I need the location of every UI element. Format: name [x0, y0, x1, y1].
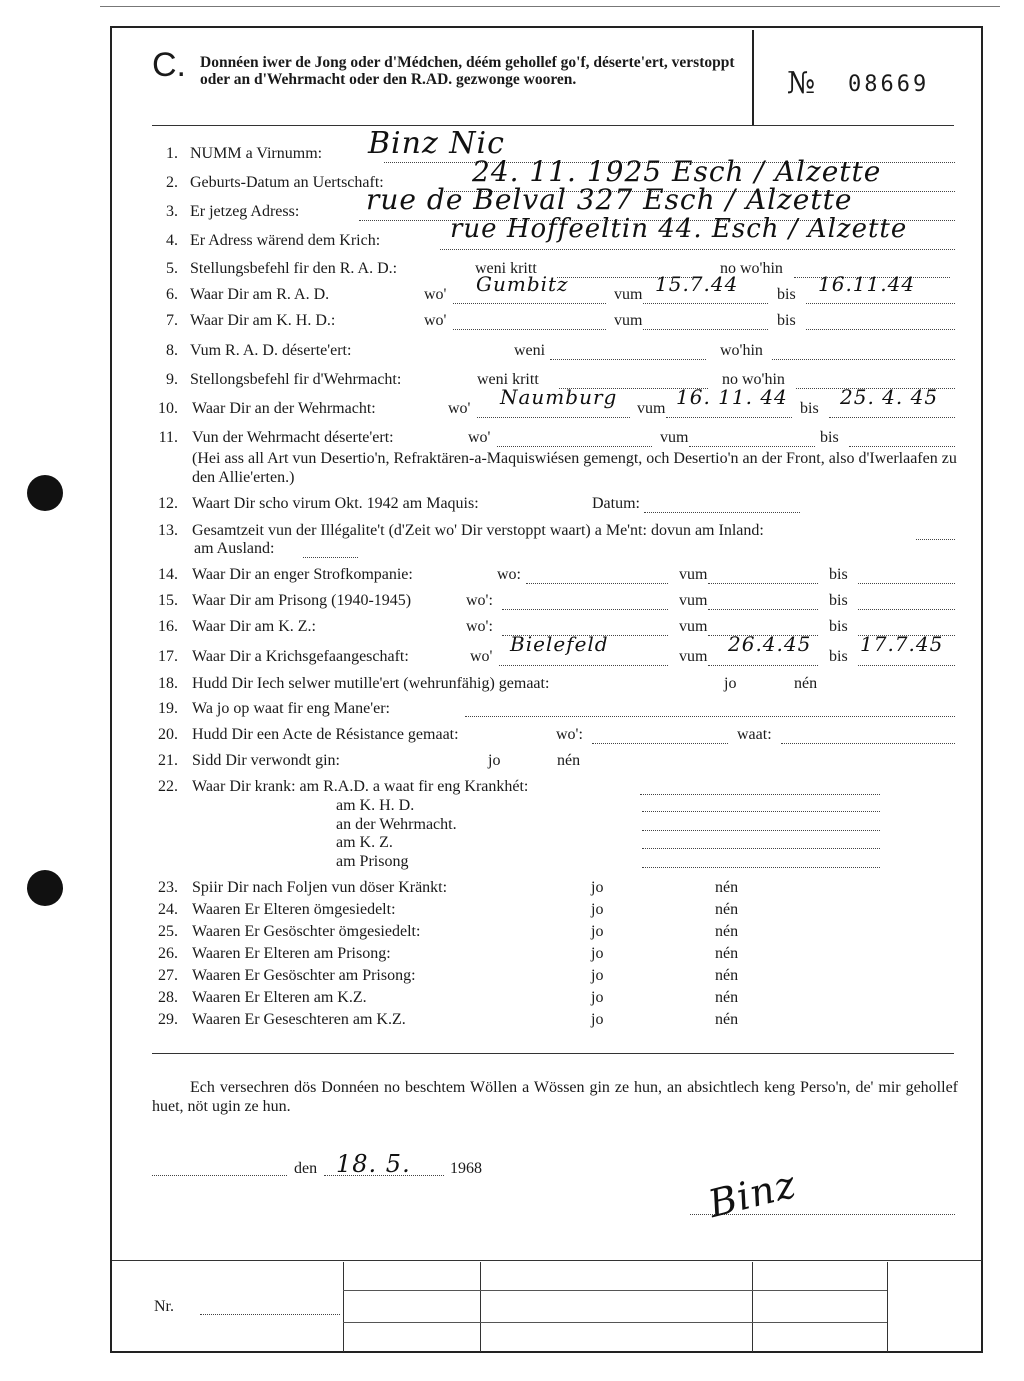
answer-line[interactable]: [453, 329, 606, 330]
field-label: jo: [591, 989, 604, 1006]
item-label: Hudd Dir een Acte de Résistance gemaat:: [192, 726, 459, 743]
item-label-continued: am Ausland:: [194, 540, 275, 557]
field-label: waat:: [737, 726, 772, 743]
item-number: 7.: [166, 312, 178, 329]
field-label: vum: [660, 429, 689, 446]
item-number: 1.: [166, 145, 178, 162]
field-label: wo': [468, 429, 491, 446]
field-label: vum: [679, 648, 708, 665]
item-number: 16.: [158, 618, 178, 635]
sub-label: an der Wehrmacht.: [336, 815, 457, 833]
item-number: 18.: [158, 675, 178, 692]
item-number: 9.: [166, 371, 178, 388]
field-label: wo'hin: [720, 342, 763, 359]
field-label: wo:: [497, 566, 521, 583]
answer-line[interactable]: [453, 303, 606, 304]
item-label: Waar Dir a Krichsgefaangeschaft:: [192, 648, 409, 665]
answer-line[interactable]: [643, 303, 768, 304]
answer-line[interactable]: [829, 417, 955, 418]
handwritten-answer: Binz Nic: [368, 126, 505, 161]
answer-line[interactable]: [440, 249, 955, 250]
answer-line[interactable]: [708, 583, 818, 584]
item-label: Waaren Er Gesöschter am Prisong:: [192, 967, 416, 984]
item-number: 19.: [158, 700, 178, 717]
item-label: Waaren Er Elteren am K.Z.: [192, 989, 367, 1006]
item-label: Waaren Er Geseschteren am K.Z.: [192, 1011, 406, 1028]
answer-line[interactable]: [640, 794, 880, 795]
handwritten-answer: Naumburg: [500, 385, 618, 409]
item-label: Waaren Er Gesöschter ömgesiedelt:: [192, 923, 421, 940]
footer-table: [140, 1262, 980, 1354]
item-number: 6.: [166, 286, 178, 303]
field-label: wo': [424, 312, 447, 329]
handwritten-answer: 24. 11. 1925 Esch / Alzette: [472, 155, 882, 188]
answer-line[interactable]: [806, 329, 955, 330]
item-number: 12.: [158, 495, 178, 512]
answer-line[interactable]: [858, 609, 955, 610]
item-label: NUMM a Virnumm:: [190, 145, 323, 162]
item-label: Hudd Dir Iech selwer mutille'ert (wehrunfähig) gemaat:: [192, 675, 550, 692]
answer-line[interactable]: [806, 303, 955, 304]
field-label: bis: [777, 286, 796, 303]
answer-line[interactable]: [858, 665, 955, 666]
item-number: 5.: [166, 260, 178, 277]
field-label: nén: [715, 967, 739, 984]
item-label: Wa jo op waat fir eng Mane'er:: [192, 700, 390, 717]
answer-line[interactable]: [642, 867, 880, 868]
field-label: weni kritt: [477, 371, 539, 388]
field-label: nén: [715, 901, 739, 918]
field-label: vum: [614, 312, 643, 329]
handwritten-answer: Bielefeld: [510, 632, 609, 656]
item-label: Waaren Er Elteren am Prisong:: [192, 945, 391, 962]
note-desertion: (Hei ass all Art vun Desertio'n, Refraktären-a-Maquiswiésen gemengt, och Desertio'n an der Front, also d'Iwerlaafen zu den Allie'erten.): [192, 450, 957, 486]
field-label: bis: [820, 429, 839, 446]
item-number: 23.: [158, 879, 178, 896]
punch-hole-top: [27, 475, 63, 511]
item-label: Waar Dir an enger Strofkompanie:: [192, 566, 413, 583]
field-label: bis: [829, 648, 848, 665]
item-number: 14.: [158, 566, 178, 583]
field-label: weni kritt: [475, 260, 537, 277]
item-label: Waar Dir am R. A. D.: [190, 286, 330, 303]
field-label: jo: [591, 879, 604, 896]
answer-line[interactable]: [689, 446, 815, 447]
form-number: 08669: [848, 72, 930, 97]
field-label: bis: [829, 618, 848, 635]
item-label: Waar Dir am K. H. D.:: [190, 312, 336, 329]
sub-label: am K. Z.: [336, 834, 393, 851]
item-label: Waar Dir krank: am R.A.D. a waat fir eng Krankhét:: [192, 778, 529, 795]
item-number: 2.: [166, 174, 178, 191]
field-label: nén: [715, 879, 739, 896]
field-label: wo':: [466, 592, 493, 609]
field-label: nén: [715, 923, 739, 940]
field-label: wo':: [556, 726, 583, 743]
answer-line[interactable]: [708, 665, 818, 666]
field-label: nén: [715, 1011, 739, 1028]
answer-line[interactable]: [644, 512, 800, 513]
item-number: 10.: [158, 400, 178, 417]
handwritten-answer: rue de Belval 327 Esch / Alzette: [366, 183, 853, 216]
item-label: Gesamtzeit vun der Illégalite't (d'Zeit wo' Dir verstoppt waart) a Me'nt: dovun am Inland:: [192, 522, 764, 539]
punch-hole-bottom: [27, 870, 63, 906]
answer-line[interactable]: [465, 716, 955, 717]
item-number: 26.: [158, 945, 178, 962]
field-label: nén: [715, 989, 739, 1006]
answer-line[interactable]: [708, 609, 818, 610]
field-label: jo: [591, 901, 604, 918]
form-title: Donnéen iwer de Jong oder d'Médchen, déém gehollef go'f, déserte'ert, verstoppt oder an d'Wehrmacht oder den R.AD. gezwonge wooren.: [200, 54, 735, 88]
answer-line[interactable]: [303, 557, 358, 558]
answer-line[interactable]: [526, 583, 668, 584]
item-number: 8.: [166, 342, 178, 359]
item-label: Vun der Wehrmacht déserte'ert:: [192, 429, 394, 446]
item-label: Waart Dir scho virum Okt. 1942 am Maquis:: [192, 495, 479, 512]
field-label: nén: [557, 752, 581, 769]
item-label: Er jetzeg Adress:: [190, 203, 300, 220]
item-label: Waaren Er Elteren ömgesiedelt:: [192, 901, 396, 918]
item-number: 20.: [158, 726, 178, 743]
field-label: weni: [514, 342, 546, 359]
signature: Binz: [703, 1161, 801, 1227]
item-number: 13.: [158, 522, 178, 539]
item-number: 24.: [158, 901, 178, 918]
item-label: Stellongsbefehl fir d'Wehrmacht:: [190, 371, 402, 388]
field-label: bis: [829, 566, 848, 583]
field-label: bis: [777, 312, 796, 329]
item-number: 29.: [158, 1011, 178, 1028]
item-number: 22.: [158, 778, 178, 795]
field-label: nén: [715, 945, 739, 962]
handwritten-answer: Gumbitz: [476, 272, 569, 296]
field-label: no wo'hin: [722, 371, 785, 388]
item-label: Waar Dir am K. Z.:: [192, 618, 316, 635]
answer-line[interactable]: [497, 446, 652, 447]
item-label: Spiir Dir nach Foljen vun döser Kränkt:: [192, 879, 448, 896]
field-label: wo': [470, 648, 493, 665]
answer-line[interactable]: [858, 583, 955, 584]
field-label: wo':: [466, 618, 493, 635]
field-label: jo: [591, 967, 604, 984]
field-label: vum: [679, 592, 708, 609]
answer-line[interactable]: [916, 539, 955, 540]
field-label: vum: [679, 618, 708, 635]
item-label: Geburts-Datum an Uertschaft:: [190, 174, 384, 191]
handwritten-answer: 25. 4. 45: [840, 385, 939, 409]
answer-line[interactable]: [477, 417, 630, 418]
handwritten-answer: 26.4.45: [728, 632, 812, 656]
field-label: Datum:: [592, 495, 640, 512]
answer-line[interactable]: [849, 446, 955, 447]
item-number: 4.: [166, 232, 178, 249]
handwritten-answer: 16. 11. 44: [676, 385, 788, 409]
item-number: 28.: [158, 989, 178, 1006]
date-den: den: [294, 1160, 318, 1177]
answer-line[interactable]: [643, 329, 768, 330]
handwritten-answer: 16.11.44: [818, 272, 916, 296]
item-label: Er Adress wärend dem Krich:: [190, 232, 381, 249]
section-letter: C.: [152, 46, 186, 84]
handwritten-answer: rue Hoffeeltin 44. Esch / Alzette: [450, 214, 908, 244]
field-label: vum: [637, 400, 666, 417]
answer-line[interactable]: [550, 359, 706, 360]
item-label: Waar Dir an der Wehrmacht:: [192, 400, 376, 417]
answer-line[interactable]: [642, 811, 880, 812]
sub-label: am K. H. D.: [336, 797, 415, 814]
answer-line[interactable]: [592, 743, 728, 744]
answer-line[interactable]: [666, 417, 792, 418]
answer-line[interactable]: [502, 609, 668, 610]
answer-line[interactable]: [642, 830, 880, 831]
date-year: 1968: [450, 1160, 482, 1177]
answer-line[interactable]: [772, 359, 955, 360]
item-number: 15.: [158, 592, 178, 609]
field-label: jo: [488, 752, 501, 769]
item-number: 3.: [166, 203, 178, 220]
answer-line[interactable]: [642, 848, 880, 849]
item-number: 17.: [158, 648, 178, 665]
item-label: Sidd Dir verwondt gin:: [192, 752, 340, 769]
handwritten-answer: 15.7.44: [655, 272, 739, 296]
field-label: vum: [614, 286, 643, 303]
item-number: 21.: [158, 752, 178, 769]
item-label: Stellungsbefehl fir den R. A. D.:: [190, 260, 398, 277]
sub-label: am Prisong: [336, 852, 409, 870]
number-symbol: №: [787, 66, 816, 101]
declaration: Ech versechren dös Donnéen no beschtem Wöllen a Wössen gin ze hun, an absichtlech keng Perso'n, de' mir gehollef huet, nöt ugin ze hun.: [152, 1079, 958, 1115]
field-label: jo: [591, 1011, 604, 1028]
handwritten-answer: 17.7.45: [860, 632, 944, 656]
date-handwritten: 18. 5.: [336, 1150, 411, 1178]
field-label: vum: [679, 566, 708, 583]
answer-line[interactable]: [499, 665, 668, 666]
field-label: wo': [424, 286, 447, 303]
item-label: Waar Dir am Prisong (1940-1945): [192, 592, 412, 609]
field-label: bis: [829, 592, 848, 609]
field-label: bis: [800, 400, 819, 417]
answer-line[interactable]: [781, 743, 955, 744]
item-number: 11.: [158, 429, 178, 446]
field-label: jo: [724, 675, 737, 692]
nr-label: Nr.: [154, 1298, 174, 1315]
item-number: 25.: [158, 923, 178, 940]
item-label: Vum R. A. D. déserte'ert:: [190, 342, 352, 359]
field-label: wo': [448, 400, 471, 417]
field-label: jo: [591, 923, 604, 940]
field-label: nén: [794, 675, 818, 692]
item-number: 27.: [158, 967, 178, 984]
field-label: no wo'hin: [720, 260, 783, 277]
field-label: jo: [591, 945, 604, 962]
